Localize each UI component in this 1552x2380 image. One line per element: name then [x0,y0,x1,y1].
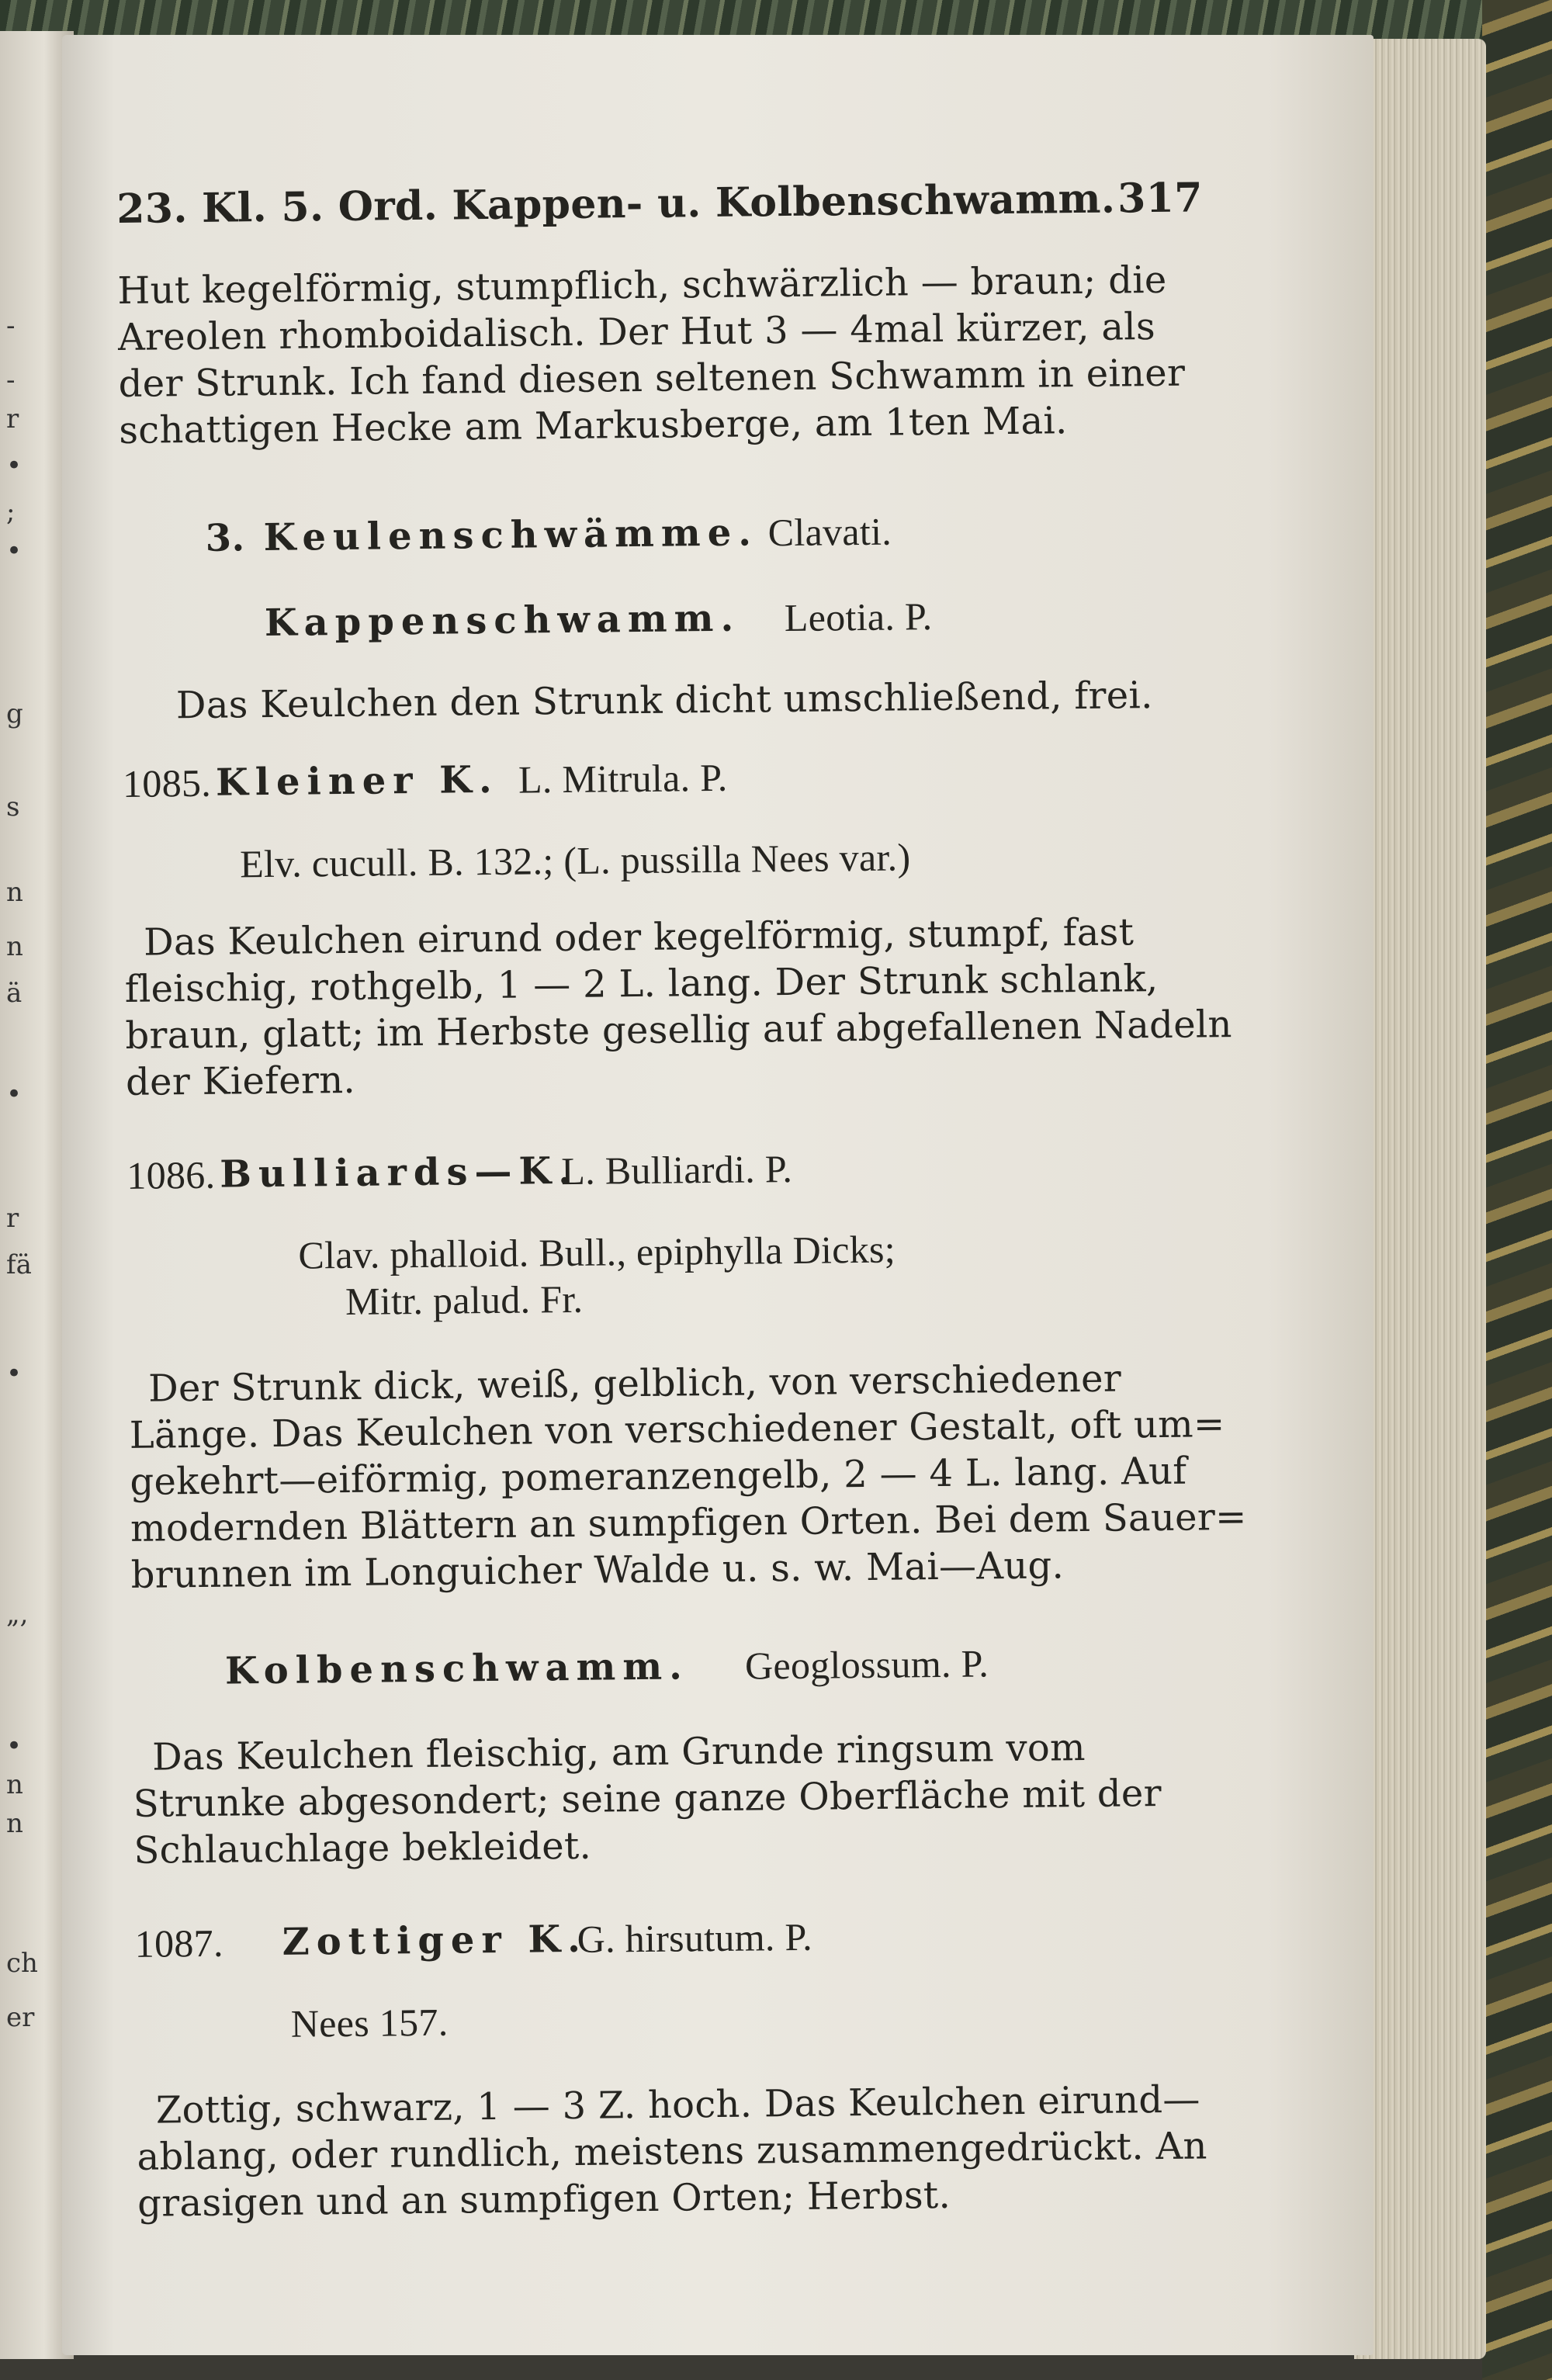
species-description-line: Das Keulchen eirund oder kegelförmig, stumpf, fast [143,910,1135,965]
body-line: Hut kegelförmig, stumpflich, schwärzlich — braun; die [117,258,1167,313]
body-line: schattigen Hecke am Markusberge, am 1ten Mai. [119,399,1068,452]
species-description-line: Länge. Das Keulchen von verschiedener Gestalt, oft um= [129,1402,1225,1457]
facing-page-margin-text: - - r • ; • g s n n ä • r fä • „, • n n ch er [6,310,38,2033]
species-description-line: brunnen im Longuicher Walde u. s. w. Mai—Aug. [130,1543,1065,1597]
species-description-line: fleischig, rothgelb, 1 — 2 L. lang. Der Strunk schlank, [124,957,1159,1011]
species-number: 1087. [134,1921,224,1966]
species-latin: L. Mitrula. P. [518,755,728,802]
genus-title: Kolbenschwamm. [224,1644,690,1693]
genus-latin: Geoglossum. P. [744,1641,989,1688]
genus-description: Das Keulchen den Strunk dicht umschließend, frei. [175,674,1153,728]
genus-description-line: Schlauchlage bekleidet. [133,1824,592,1872]
species-description-line: Zottig, schwarz, 1 — 3 Z. hoch. Das Keulchen eirund— [155,2077,1200,2132]
page-edges [1354,39,1486,2359]
genus-description-line: Strunke abgesondert; seine ganze Oberfläche mit der [133,1772,1162,1826]
species-name: Zottiger K. [282,1917,588,1964]
running-header: 23. Kl. 5. Ord. Kappen- u. Kolbenschwamm. [116,175,1116,233]
species-synonyms: Nees 157. [290,2000,449,2046]
genus-description-line: Das Keulchen fleischig, am Grunde ringsum vom [151,1726,1086,1779]
species-number: 1086. [126,1152,216,1197]
genus-title: Kappenschwamm. [264,596,741,646]
species-description-line: braun, glatt; im Herbste gesellig auf abgefallenen Nadeln [125,1003,1233,1058]
book-cover-right [1482,0,1552,2380]
genus-latin: Leotia. P. [784,594,933,640]
body-line: der Strunk. Ich fand diesen seltenen Schwamm in einer [118,351,1186,406]
species-synonyms: Elv. cucull. B. 132.; (L. pussilla Nees var.) [239,835,911,886]
section-latin: Clavati. [767,509,892,555]
species-description-line: gekehrt—eiförmig, pomeranzengelb, 2 — 4 L. lang. Auf [130,1449,1187,1504]
page-number: 317 [1117,174,1204,223]
species-description-line: der Kiefern. [125,1058,356,1104]
section-number: 3. [205,516,245,560]
species-synonyms: Mitr. palud. Fr. [345,1277,584,1323]
species-description-line: Der Strunk dick, weiß, gelblich, von verschiedener [147,1356,1122,1411]
species-synonyms: Clav. phalloid. Bull., epiphylla Dicks; [298,1227,896,1277]
species-latin: L. Bulliardi. P. [561,1146,793,1193]
species-number: 1085. [122,760,212,805]
section-title: Keulenschwämme. [263,511,759,560]
species-name: Kleiner K. [215,757,499,805]
species-name: Bulliards—K. [220,1148,579,1197]
species-latin: G. hirsutum. P. [577,1914,813,1961]
species-description-line: grasigen und an sumpfigen Orten; Herbst. [137,2173,951,2226]
species-description-line: modernden Blättern an sumpfigen Orten. Bei dem Sauer= [130,1495,1247,1550]
body-line: Areolen rhomboidalisch. Der Hut 3 — 4mal kürzer, als [117,304,1156,359]
species-description-line: ablang, oder rundlich, meistens zusammengedrückt. An [137,2124,1207,2179]
